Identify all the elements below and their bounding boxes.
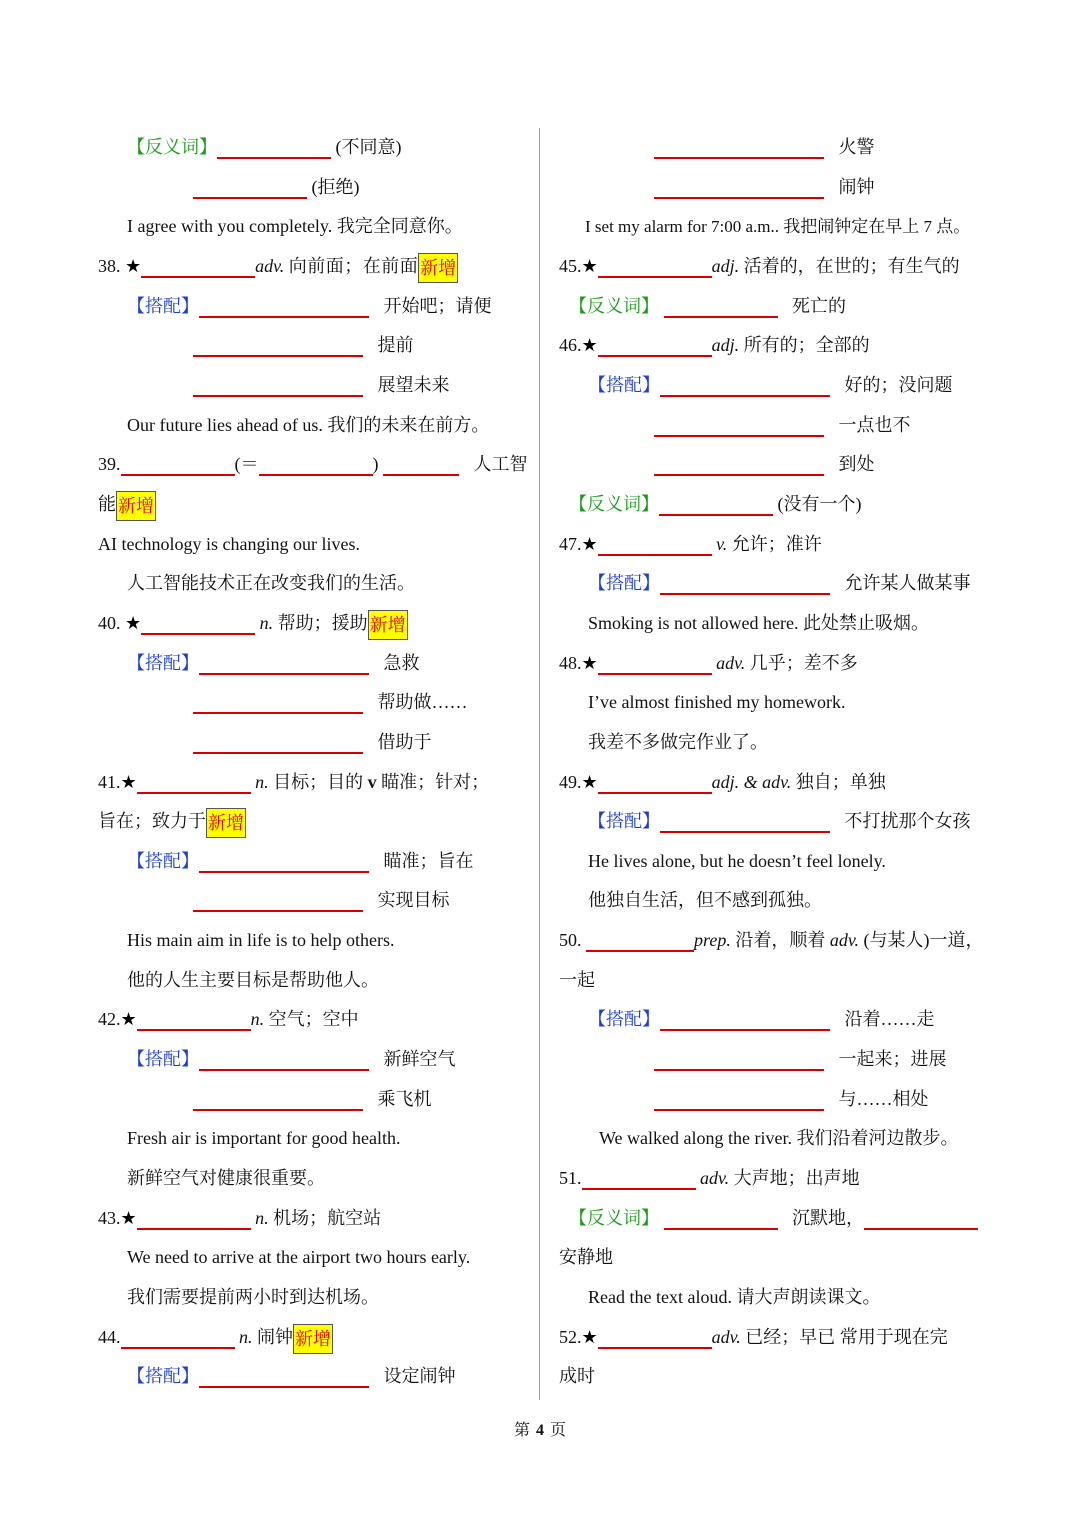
example-translation: 新鲜空气对健康很重要。 bbox=[127, 1168, 325, 1189]
part-of-speech: adj. & adv. bbox=[711, 771, 792, 792]
fill-blank[interactable] bbox=[660, 1003, 830, 1031]
fill-blank[interactable] bbox=[660, 567, 830, 595]
meaning: 活着的，在世的；有生气的 bbox=[743, 255, 960, 276]
meaning: 已经；早已 常用于现在完 bbox=[745, 1326, 948, 1347]
fill-blank[interactable] bbox=[141, 607, 255, 635]
entry-41-cont bbox=[98, 802, 526, 842]
entry-52-cont: 成时 bbox=[559, 1366, 595, 1387]
meaning: 大声地；出声地 bbox=[733, 1168, 860, 1189]
antonym-meaning: (拒绝) bbox=[311, 176, 360, 197]
fill-blank[interactable] bbox=[193, 171, 307, 199]
meaning: 所有的；全部的 bbox=[743, 335, 870, 356]
entry-52 bbox=[559, 1318, 989, 1358]
star-icon: ★ bbox=[581, 255, 598, 276]
entry-41 bbox=[98, 763, 526, 803]
fill-blank[interactable] bbox=[598, 250, 712, 278]
collocation-row bbox=[559, 168, 989, 208]
meaning: 允许；准许 bbox=[731, 533, 822, 554]
fill-blank[interactable] bbox=[660, 805, 830, 833]
entry-number: 40. bbox=[98, 612, 121, 633]
collocation-meaning: 到处 bbox=[838, 454, 875, 475]
collocation-row bbox=[98, 326, 526, 366]
fill-blank[interactable] bbox=[586, 924, 694, 952]
example-translation: 他的人生主要目标是帮助他人。 bbox=[127, 969, 379, 990]
collocation-row bbox=[98, 644, 526, 684]
meaning: 独自；单独 bbox=[795, 771, 886, 792]
collocation-label: 【搭配】 bbox=[588, 573, 660, 594]
collocation-meaning: 闹钟 bbox=[838, 176, 875, 197]
collocation-label: 【搭配】 bbox=[127, 295, 199, 316]
part-of-speech: adv. bbox=[716, 652, 746, 673]
fill-blank[interactable] bbox=[654, 409, 824, 437]
fill-blank[interactable] bbox=[654, 131, 824, 159]
antonym-meaning: (没有一个) bbox=[777, 493, 862, 514]
entry-47 bbox=[559, 525, 989, 565]
example-translation: 人工智能技术正在改变我们的生活。 bbox=[127, 573, 415, 594]
fill-blank[interactable] bbox=[654, 1043, 824, 1071]
collocation-meaning: 与……相处 bbox=[838, 1088, 929, 1109]
star-icon: ★ bbox=[120, 1009, 137, 1030]
star-icon: ★ bbox=[125, 255, 142, 276]
collocation-row bbox=[98, 287, 526, 327]
meaning: 机场；航空站 bbox=[273, 1207, 382, 1228]
star-icon: ★ bbox=[125, 612, 142, 633]
part-of-speech: adj. bbox=[711, 255, 740, 276]
fill-blank[interactable] bbox=[193, 726, 363, 754]
antonym-cont: 安静地 bbox=[559, 1247, 613, 1268]
antonym-row bbox=[559, 1199, 989, 1239]
collocation-label: 【搭配】 bbox=[127, 1366, 199, 1387]
collocation-row bbox=[98, 1357, 526, 1397]
fill-blank[interactable] bbox=[664, 290, 778, 318]
example-sentence: I agree with you completely. 我完全同意你。 bbox=[127, 216, 463, 237]
entry-48 bbox=[559, 644, 989, 684]
part-of-speech: n. bbox=[239, 1326, 253, 1347]
fill-blank[interactable] bbox=[598, 647, 712, 675]
example-sentence: I’ve almost finished my homework. bbox=[588, 692, 846, 713]
entry-number: 49. bbox=[559, 771, 582, 792]
collocation-label: 【搭配】 bbox=[127, 850, 199, 871]
example-sentence: We walked along the river. 我们沿着河边散步。 bbox=[599, 1128, 959, 1149]
entry-43 bbox=[98, 1199, 526, 1239]
example-sentence: AI technology is changing our lives. bbox=[98, 533, 360, 554]
collocation-row bbox=[98, 723, 526, 763]
example-sentence: Our future lies ahead of us. 我们的未来在前方。 bbox=[127, 414, 490, 435]
entry-50-cont: 一起 bbox=[559, 969, 595, 990]
meaning: 人工智 bbox=[473, 454, 528, 475]
fill-blank[interactable] bbox=[582, 1162, 696, 1190]
collocation-meaning: 设定闹钟 bbox=[383, 1366, 456, 1387]
fill-blank[interactable] bbox=[199, 1043, 369, 1071]
part-of-speech: n. bbox=[259, 612, 274, 633]
column-divider bbox=[539, 128, 540, 1400]
collocation-label: 【搭配】 bbox=[588, 374, 660, 395]
collocation-meaning: 瞄准；旨在 bbox=[383, 850, 474, 871]
fill-blank[interactable] bbox=[199, 647, 369, 675]
meaning: 闹钟 bbox=[257, 1326, 293, 1347]
fill-blank[interactable] bbox=[137, 766, 251, 794]
entry-number: 41. bbox=[98, 771, 121, 792]
part-of-speech: n. bbox=[255, 1207, 269, 1228]
fill-blank[interactable] bbox=[864, 1202, 978, 1230]
collocation-meaning: 不打扰那个女孩 bbox=[844, 811, 971, 832]
collocation-row bbox=[559, 366, 989, 406]
collocation-meaning: 好的；没问题 bbox=[844, 374, 953, 395]
star-icon: ★ bbox=[120, 771, 137, 792]
fill-blank[interactable] bbox=[383, 448, 459, 476]
antonym-row bbox=[559, 287, 989, 327]
star-icon: ★ bbox=[581, 335, 598, 356]
part-of-speech: adv. bbox=[829, 930, 859, 951]
antonym-label: 【反义词】 bbox=[569, 295, 659, 316]
collocation-meaning: 帮助做…… bbox=[377, 692, 468, 713]
fill-blank[interactable] bbox=[137, 1202, 251, 1230]
left-column bbox=[98, 128, 526, 1397]
fill-blank[interactable] bbox=[137, 1003, 251, 1031]
antonym-meaning: 死亡的 bbox=[792, 295, 846, 316]
fill-blank[interactable] bbox=[217, 131, 331, 159]
entry-46 bbox=[559, 326, 989, 366]
part-of-speech: v. bbox=[716, 533, 728, 554]
new-badge: 新增 bbox=[116, 491, 156, 521]
example-sentence: I set my alarm for 7:00 a.m.. 我把闹钟定在早上 7 点。 bbox=[585, 217, 971, 237]
example-sentence: Fresh air is important for good health. bbox=[127, 1128, 401, 1149]
entry-number: 46. bbox=[559, 335, 582, 356]
antonym-row bbox=[559, 485, 989, 525]
fill-blank[interactable] bbox=[193, 884, 363, 912]
collocation-row bbox=[98, 1040, 526, 1080]
example-sentence: He lives alone, but he doesn’t feel lonely. bbox=[588, 850, 886, 871]
collocation-row bbox=[98, 881, 526, 921]
entry-number: 39. bbox=[98, 454, 121, 475]
example-translation: 他独自生活，但不感到孤独。 bbox=[588, 890, 822, 911]
collocation-row bbox=[98, 842, 526, 882]
antonym-label: 【反义词】 bbox=[569, 493, 659, 514]
entry-number: 45. bbox=[559, 255, 582, 276]
entry-51 bbox=[559, 1159, 989, 1199]
star-icon: ★ bbox=[581, 1326, 598, 1347]
part-of-speech: n. bbox=[250, 1009, 265, 1030]
fill-blank[interactable] bbox=[598, 1321, 712, 1349]
collocation-meaning: 提前 bbox=[377, 335, 414, 356]
collocation-meaning: 实现目标 bbox=[377, 890, 450, 911]
collocation-meaning: 开始吧；请便 bbox=[383, 295, 492, 316]
equals-close: ) bbox=[372, 454, 379, 475]
collocation-meaning: 借助于 bbox=[377, 731, 432, 752]
fill-blank[interactable] bbox=[199, 1360, 369, 1388]
entry-number: 47. bbox=[559, 533, 582, 554]
example-sentence: His main aim in life is to help others. bbox=[127, 930, 395, 951]
entry-number: 38. bbox=[98, 255, 121, 276]
entry-number: 43. bbox=[98, 1207, 121, 1228]
collocation-row bbox=[559, 406, 989, 446]
entry-number: 50. bbox=[559, 930, 582, 951]
meaning: 几乎；差不多 bbox=[749, 652, 858, 673]
collocation-meaning: 火警 bbox=[838, 137, 875, 157]
entry-40 bbox=[98, 604, 526, 644]
antonym-label: 【反义词】 bbox=[569, 1207, 659, 1228]
fill-blank[interactable] bbox=[598, 329, 712, 357]
antonym-meaning: 沉默地， bbox=[792, 1207, 864, 1228]
entry-number: 48. bbox=[559, 652, 582, 673]
fill-blank[interactable] bbox=[654, 171, 824, 199]
collocation-row bbox=[559, 128, 989, 168]
collocation-label: 【搭配】 bbox=[588, 811, 660, 832]
entry-39-cont bbox=[98, 485, 526, 525]
collocation-meaning: 展望未来 bbox=[377, 374, 450, 395]
collocation-meaning: 乘飞机 bbox=[377, 1088, 432, 1109]
example-translation: 我们需要提前两小时到达机场。 bbox=[127, 1287, 379, 1308]
entry-39 bbox=[98, 445, 526, 485]
collocation-label: 【搭配】 bbox=[588, 1009, 660, 1030]
fill-blank[interactable] bbox=[193, 686, 363, 714]
fill-blank[interactable] bbox=[654, 448, 824, 476]
collocation-row bbox=[559, 445, 989, 485]
meaning: 帮助；援助 bbox=[277, 612, 368, 633]
star-icon: ★ bbox=[120, 1207, 137, 1228]
collocation-row bbox=[559, 1000, 989, 1040]
meaning: 旨在；致力于 bbox=[98, 811, 206, 832]
new-badge: 新增 bbox=[293, 1324, 333, 1354]
collocation-meaning: 沿着……走 bbox=[844, 1009, 935, 1030]
entry-42 bbox=[98, 1000, 526, 1040]
part-of-speech: adv. bbox=[255, 255, 285, 276]
collocation-row bbox=[559, 1080, 989, 1120]
meaning: 空气；空中 bbox=[268, 1009, 359, 1030]
meaning: 向前面；在前面 bbox=[288, 255, 419, 276]
meaning: 能 bbox=[98, 493, 116, 514]
fill-blank[interactable] bbox=[659, 488, 773, 516]
antonym-meaning: (不同意) bbox=[335, 137, 402, 157]
meaning: 沿着，顺着 bbox=[735, 930, 826, 951]
fill-blank[interactable] bbox=[660, 369, 830, 397]
fill-blank[interactable] bbox=[598, 766, 712, 794]
part-of-speech: n. bbox=[255, 771, 269, 792]
fill-blank[interactable] bbox=[193, 329, 363, 357]
meaning: 目标；目的 bbox=[273, 771, 364, 792]
page-footer bbox=[0, 1417, 1080, 1440]
collocation-meaning: 新鲜空气 bbox=[383, 1049, 456, 1070]
collocation-row bbox=[559, 1040, 989, 1080]
entry-38 bbox=[98, 247, 526, 287]
fill-blank[interactable] bbox=[199, 845, 369, 873]
antonym-row bbox=[98, 128, 526, 168]
entry-number: 52. bbox=[559, 1326, 582, 1347]
fill-blank[interactable] bbox=[199, 290, 369, 318]
collocation-row bbox=[98, 1080, 526, 1120]
fill-blank[interactable] bbox=[598, 528, 712, 556]
antonym-label: 【反义词】 bbox=[127, 137, 217, 157]
example-sentence: We need to arrive at the airport two hours early. bbox=[127, 1247, 471, 1268]
fill-blank[interactable] bbox=[664, 1202, 778, 1230]
page-label-post: 页 bbox=[550, 1422, 567, 1439]
fill-blank[interactable] bbox=[121, 448, 235, 476]
example-sentence: Read the text aloud. 请大声朗读课文。 bbox=[588, 1287, 881, 1308]
fill-blank[interactable] bbox=[121, 1321, 235, 1349]
collocation-label: 【搭配】 bbox=[127, 652, 199, 673]
part-of-speech: adv. bbox=[700, 1168, 730, 1189]
part-of-speech: prep. bbox=[694, 930, 731, 951]
fill-blank[interactable] bbox=[193, 369, 363, 397]
entry-number: 51. bbox=[559, 1168, 582, 1189]
new-badge: 新增 bbox=[206, 808, 246, 838]
new-badge: 新增 bbox=[368, 610, 408, 640]
meaning: (与某人)一道， bbox=[863, 930, 984, 951]
fill-blank[interactable] bbox=[141, 250, 255, 278]
entry-45 bbox=[559, 247, 989, 287]
collocation-row bbox=[559, 564, 989, 604]
entry-50 bbox=[559, 921, 989, 961]
collocation-meaning: 一点也不 bbox=[838, 414, 911, 435]
collocation-meaning: 一起来；进展 bbox=[838, 1049, 947, 1070]
collocation-row bbox=[98, 683, 526, 723]
collocation-row bbox=[559, 802, 989, 842]
page-label-pre: 第 bbox=[513, 1422, 530, 1439]
part-of-speech: adv. bbox=[711, 1326, 741, 1347]
entry-number: 42. bbox=[98, 1009, 121, 1030]
meaning: 瞄准；针对； bbox=[381, 771, 490, 792]
fill-blank[interactable] bbox=[654, 1083, 824, 1111]
entry-number: 44. bbox=[98, 1326, 121, 1347]
example-translation: 我差不多做完作业了。 bbox=[588, 731, 768, 752]
star-icon: ★ bbox=[581, 771, 598, 792]
part-of-speech: v bbox=[367, 771, 377, 792]
right-column bbox=[559, 128, 989, 1397]
part-of-speech: adj. bbox=[711, 335, 740, 356]
star-icon: ★ bbox=[581, 652, 598, 673]
entry-49 bbox=[559, 763, 989, 803]
fill-blank[interactable] bbox=[193, 1083, 363, 1111]
entry-44 bbox=[98, 1318, 526, 1358]
collocation-row bbox=[98, 366, 526, 406]
collocation-meaning: 允许某人做某事 bbox=[844, 573, 971, 594]
equals-open: (＝ bbox=[234, 454, 259, 475]
new-badge: 新增 bbox=[418, 253, 458, 283]
page-number: 4 bbox=[536, 1422, 544, 1439]
collocation-label: 【搭配】 bbox=[127, 1049, 199, 1070]
star-icon: ★ bbox=[581, 533, 598, 554]
collocation-meaning: 急救 bbox=[383, 652, 420, 673]
fill-blank[interactable] bbox=[259, 448, 373, 476]
antonym-row bbox=[98, 168, 526, 208]
example-sentence: Smoking is not allowed here. 此处禁止吸烟。 bbox=[588, 612, 929, 633]
